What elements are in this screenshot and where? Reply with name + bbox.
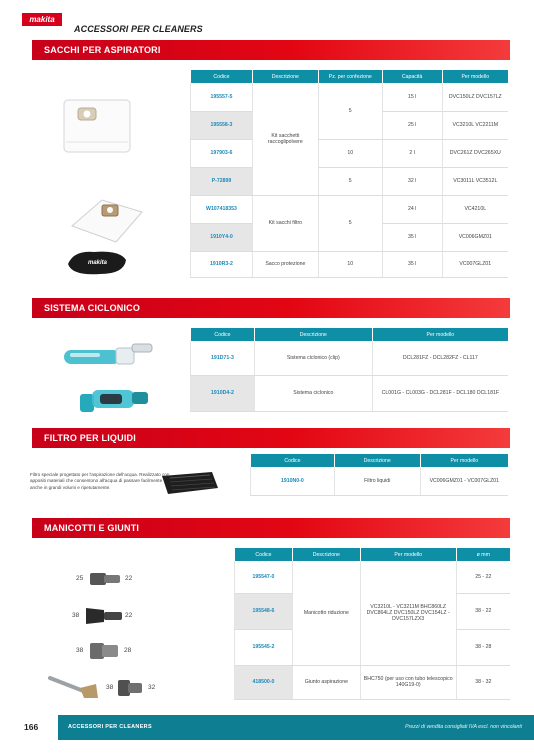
col-header: Codice: [191, 70, 253, 83]
reducer-sleeve-icon: [84, 604, 126, 628]
table-row: [191, 83, 509, 111]
diameter-right: 22: [125, 575, 133, 582]
cyclone-clip-image: [60, 340, 156, 372]
section-banner-hoses: MANICOTTI E GIUNTI: [32, 518, 510, 538]
model-cell: CL001G - CL003G - DCL281F - DCL180 DCL181F: [372, 375, 508, 411]
footer-section-title: ACCESSORI PER CLEANERS: [68, 724, 152, 730]
col-header: Per modello: [442, 70, 508, 83]
capacity-cell: 15 l: [382, 83, 442, 111]
model-cell: BHC750 (per uso con tubo telescopico 140G19-0): [360, 665, 456, 699]
capacity-cell: 35 l: [382, 223, 442, 251]
model-cell: VC3011L VC3512L: [442, 167, 508, 195]
model-cell: VC006GMZ01 - VC007GLZ01: [420, 467, 508, 495]
capacity-cell: 25 l: [382, 111, 442, 139]
bags-table: [190, 70, 508, 278]
model-cell: DVC150LZ DVC157LZ: [442, 83, 508, 111]
capacity-cell: 35 l: [382, 251, 442, 277]
diameter-cell: 25 - 22: [456, 561, 510, 593]
product-code: P-72899: [191, 167, 253, 195]
diameter-cell: 38 - 32: [456, 665, 510, 699]
suction-nozzle-icon: [46, 672, 102, 702]
liquid-filter-image: [158, 468, 222, 498]
protection-bag-image: [64, 246, 130, 278]
product-code: 195558-3: [191, 111, 253, 139]
cyclone-image: [72, 382, 152, 416]
table-row: [191, 251, 509, 277]
diameter-right: 28: [124, 647, 132, 654]
table-row: [191, 167, 509, 195]
filter-bag-image: [68, 196, 148, 246]
table-row: [191, 195, 509, 223]
product-code: 1910R3-2: [191, 251, 253, 277]
footer-price-note: Prezzi di vendita consigliati IVA escl. non vincolanti: [405, 724, 522, 730]
model-cell: DVC261Z DVC265XU: [442, 139, 508, 167]
col-header: Descrizione: [254, 328, 372, 341]
section-banner-liquid: FILTRO PER LIQUIDI: [32, 428, 510, 448]
pieces-cell: 5: [318, 83, 382, 139]
product-code: 1910N0-0: [251, 467, 335, 495]
product-code: W107418353: [191, 195, 253, 223]
col-header: Codice: [235, 548, 293, 561]
model-cell: VC3210L - VC3211M BHC860LZ DVC864LZ DVC150LZ DVC154LZ - DVC157LZX3: [360, 561, 456, 665]
col-header: Descrizione: [334, 454, 420, 467]
pieces-cell: 5: [318, 195, 382, 251]
pieces-cell: 10: [318, 251, 382, 277]
capacity-cell: 32 l: [382, 167, 442, 195]
col-header: Per modello: [372, 328, 508, 341]
product-code: 1910D4-2: [191, 375, 255, 411]
table-row: [191, 375, 509, 411]
page-number: 166: [0, 715, 58, 740]
dust-bag-image: [58, 96, 138, 158]
col-header: ø mm: [456, 548, 510, 561]
product-code: 195557-5: [191, 83, 253, 111]
table-row: [235, 561, 511, 593]
description-cell: Sistema ciclonico: [254, 375, 372, 411]
table-row: [251, 467, 509, 495]
capacity-cell: 24 l: [382, 195, 442, 223]
product-code: 1910Y4-0: [191, 223, 253, 251]
col-header: Codice: [251, 454, 335, 467]
description-cell: Manicotto riduzione: [292, 561, 360, 665]
cyclone-table: [190, 328, 508, 412]
product-code: 195545-2: [235, 629, 293, 665]
pieces-cell: 10: [318, 139, 382, 167]
table-row: [235, 665, 511, 699]
diameter-cell: 38 - 22: [456, 593, 510, 629]
product-code: 197903-6: [191, 139, 253, 167]
col-header: Pz. per confezione: [318, 70, 382, 83]
table-row: [191, 341, 509, 375]
col-header: Per modello: [360, 548, 456, 561]
section-banner-cyclone: SISTEMA CICLONICO: [32, 298, 510, 318]
diameter-left: 38: [72, 612, 80, 619]
description-cell: Kit sacchi filtro: [252, 195, 318, 251]
description-cell: Sistema ciclonico (clip): [254, 341, 372, 375]
table-row: [191, 139, 509, 167]
svg-text:makita: makita: [88, 260, 108, 266]
description-cell: Giunto aspirazione: [292, 665, 360, 699]
section-banner-bags: SACCHI PER ASPIRATORI: [32, 40, 510, 60]
model-cell: VC3210L VC2211M: [442, 111, 508, 139]
suction-joint-icon: [116, 678, 146, 698]
diameter-cell: 38 - 28: [456, 629, 510, 665]
description-cell: Filtro liquidi: [334, 467, 420, 495]
description-cell: Kit sacchetti raccoglipolvere: [252, 83, 318, 195]
col-header: Per modello: [420, 454, 508, 467]
capacity-cell: 2 l: [382, 139, 442, 167]
product-code: 418500-0: [235, 665, 293, 699]
diameter-left: 38: [76, 647, 84, 654]
model-cell: VC4210L: [442, 195, 508, 223]
product-code: 191D71-3: [191, 341, 255, 375]
col-header: Capacità: [382, 70, 442, 83]
col-header: Codice: [191, 328, 255, 341]
reducer-sleeve-icon: [88, 570, 124, 588]
model-cell: VC006GMZ01: [442, 223, 508, 251]
model-cell: DCL281FZ - DCL282FZ - CL117: [372, 341, 508, 375]
liquid-table: [250, 454, 508, 496]
liquid-filter-note: Filtro speciale progettato per l'aspirazione dell'acqua. Realizzato con appositi materiali che consentono all'acqua di passare facilmente anche in grandi volumi e ripetutamente.: [30, 472, 170, 490]
diameter-right: 32: [148, 684, 156, 691]
model-cell: VC007GLZ01: [442, 251, 508, 277]
col-header: Descrizione: [292, 548, 360, 561]
diameter-left: 25: [76, 575, 84, 582]
page-title: ACCESSORI PER CLEANERS: [74, 24, 203, 34]
diameter-right: 22: [125, 612, 133, 619]
product-code: 195548-6: [235, 593, 293, 629]
diameter-left: 38: [106, 684, 114, 691]
pieces-cell: 5: [318, 167, 382, 195]
product-code: 195547-0: [235, 561, 293, 593]
col-header: Descrizione: [252, 70, 318, 83]
reducer-sleeve-icon: [88, 640, 122, 662]
makita-logo: makita: [22, 13, 62, 26]
description-cell: Sacco protezione: [252, 251, 318, 277]
hoses-table: [234, 548, 510, 700]
